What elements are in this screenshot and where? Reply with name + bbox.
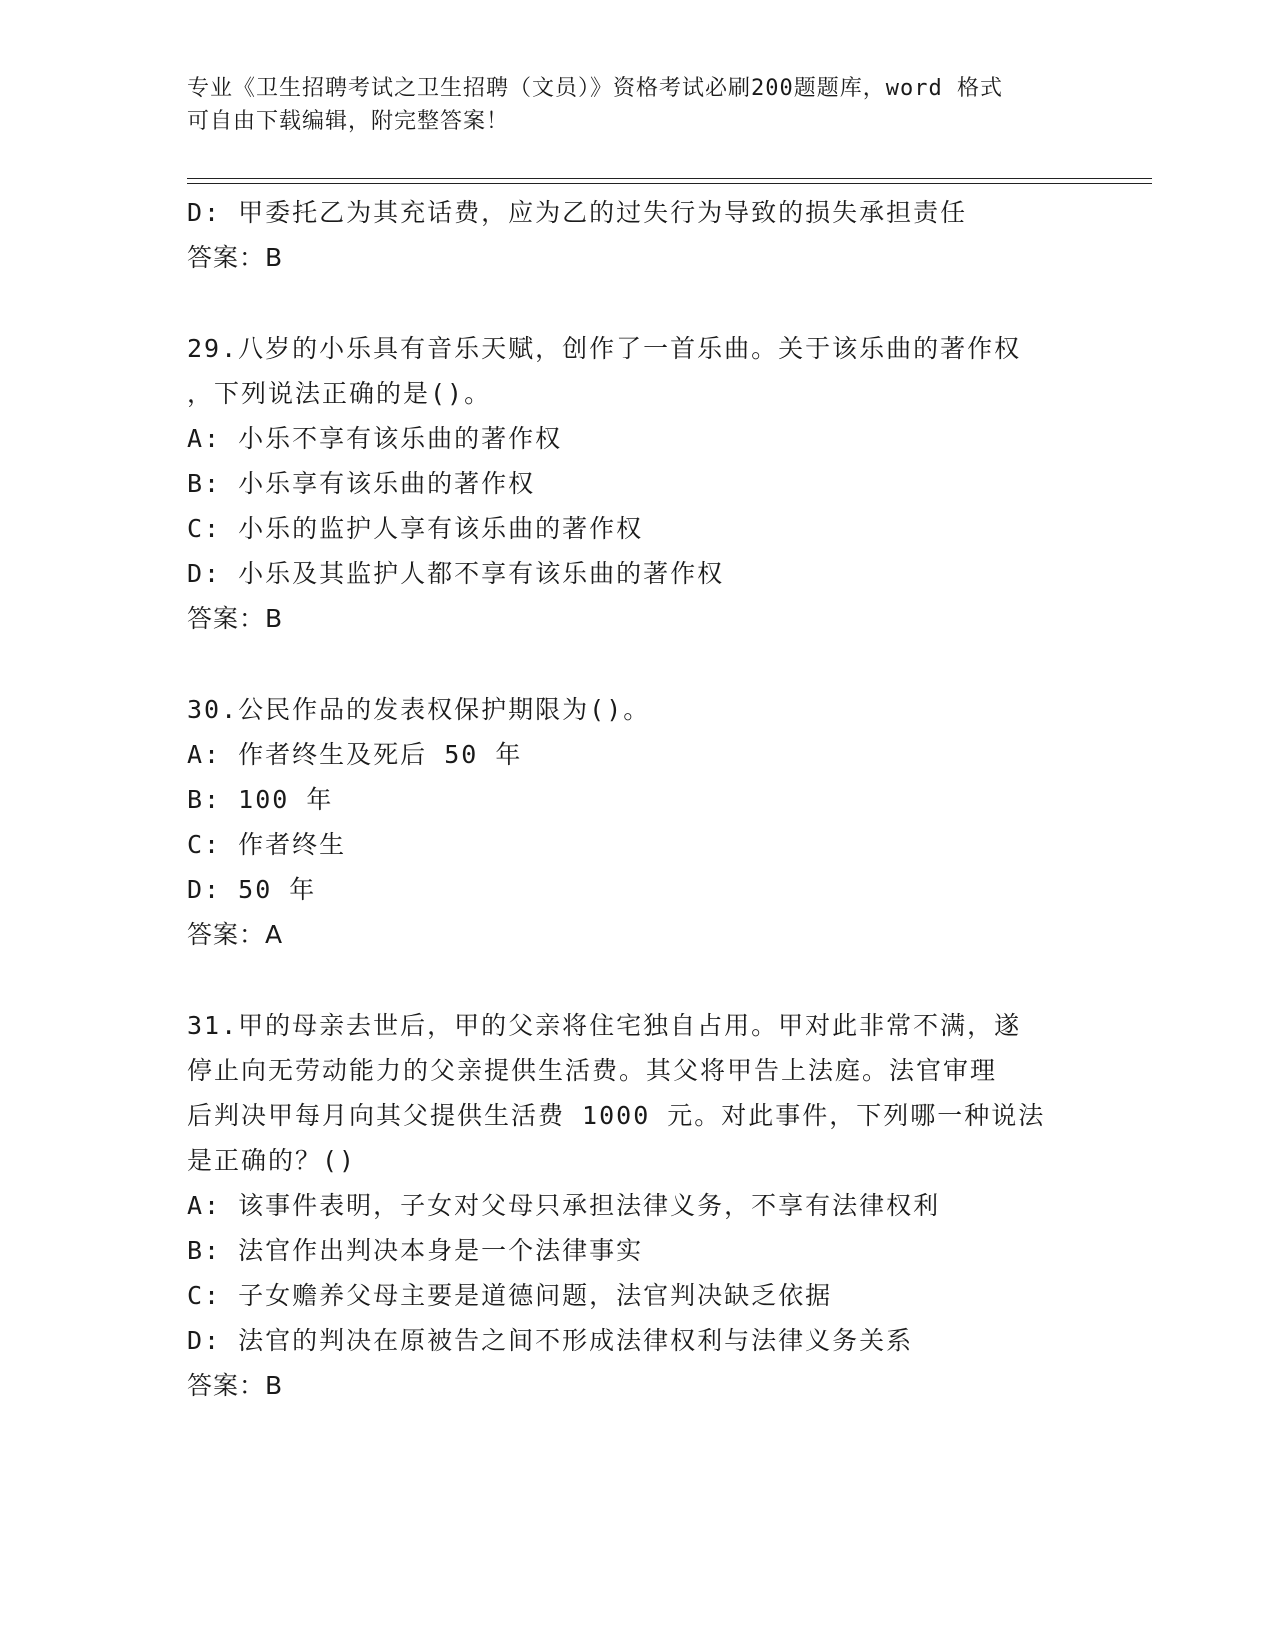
question-stem: ，下列说法正确的是()。 bbox=[187, 379, 492, 408]
option-a: A: 作者终生及死后 50 年 bbox=[187, 740, 523, 769]
header-line-1: 专业《卫生招聘考试之卫生招聘（文员）》资格考试必刷200题题库，word 格式 bbox=[187, 76, 1003, 101]
document-header bbox=[187, 72, 1087, 138]
answer: 答案：A bbox=[187, 920, 284, 949]
option-d: D: 甲委托乙为其充话费，应为乙的过失行为导致的损失承担责任 bbox=[187, 198, 968, 227]
question-stem: 31.甲的母亲去世后，甲的父亲将住宅独自占用。甲对此非常不满，遂 bbox=[187, 1011, 1022, 1040]
question-stem: 是正确的？() bbox=[187, 1146, 357, 1175]
question-stem: 后判决甲每月向其父提供生活费 1000 元。对此事件，下列哪一种说法 bbox=[187, 1101, 1046, 1130]
previous-question-tail bbox=[187, 190, 1107, 280]
answer: 答案：B bbox=[187, 243, 284, 272]
question-31 bbox=[187, 1003, 1107, 1408]
option-a: A: 小乐不享有该乐曲的著作权 bbox=[187, 424, 563, 453]
option-d: D: 法官的判决在原被告之间不形成法律权利与法律义务关系 bbox=[187, 1326, 914, 1355]
header-rule-bottom bbox=[187, 183, 1152, 184]
header-rule-top bbox=[187, 178, 1152, 179]
question-list bbox=[187, 190, 1107, 1408]
option-d: D: 50 年 bbox=[187, 875, 317, 904]
option-c: C: 子女赡养父母主要是道德问题，法官判决缺乏依据 bbox=[187, 1281, 833, 1310]
answer: 答案：B bbox=[187, 604, 284, 633]
option-c: C: 作者终生 bbox=[187, 830, 347, 859]
question-stem: 29.八岁的小乐具有音乐天赋，创作了一首乐曲。关于该乐曲的著作权 bbox=[187, 334, 1022, 363]
question-29 bbox=[187, 326, 1107, 641]
question-stem: 30.公民作品的发表权保护期限为()。 bbox=[187, 695, 651, 724]
option-b: B: 小乐享有该乐曲的著作权 bbox=[187, 469, 536, 498]
option-d: D: 小乐及其监护人都不享有该乐曲的著作权 bbox=[187, 559, 725, 588]
option-b: B: 法官作出判决本身是一个法律事实 bbox=[187, 1236, 644, 1265]
option-a: A: 该事件表明，子女对父母只承担法律义务，不享有法律权利 bbox=[187, 1191, 941, 1220]
option-b: B: 100 年 bbox=[187, 785, 334, 814]
question-30 bbox=[187, 687, 1107, 957]
header-line-2: 可自由下载编辑，附完整答案！ bbox=[187, 109, 510, 134]
option-c: C: 小乐的监护人享有该乐曲的著作权 bbox=[187, 514, 644, 543]
answer: 答案：B bbox=[187, 1371, 284, 1400]
question-stem: 停止向无劳动能力的父亲提供生活费。其父将甲告上法庭。法官审理 bbox=[187, 1056, 998, 1085]
